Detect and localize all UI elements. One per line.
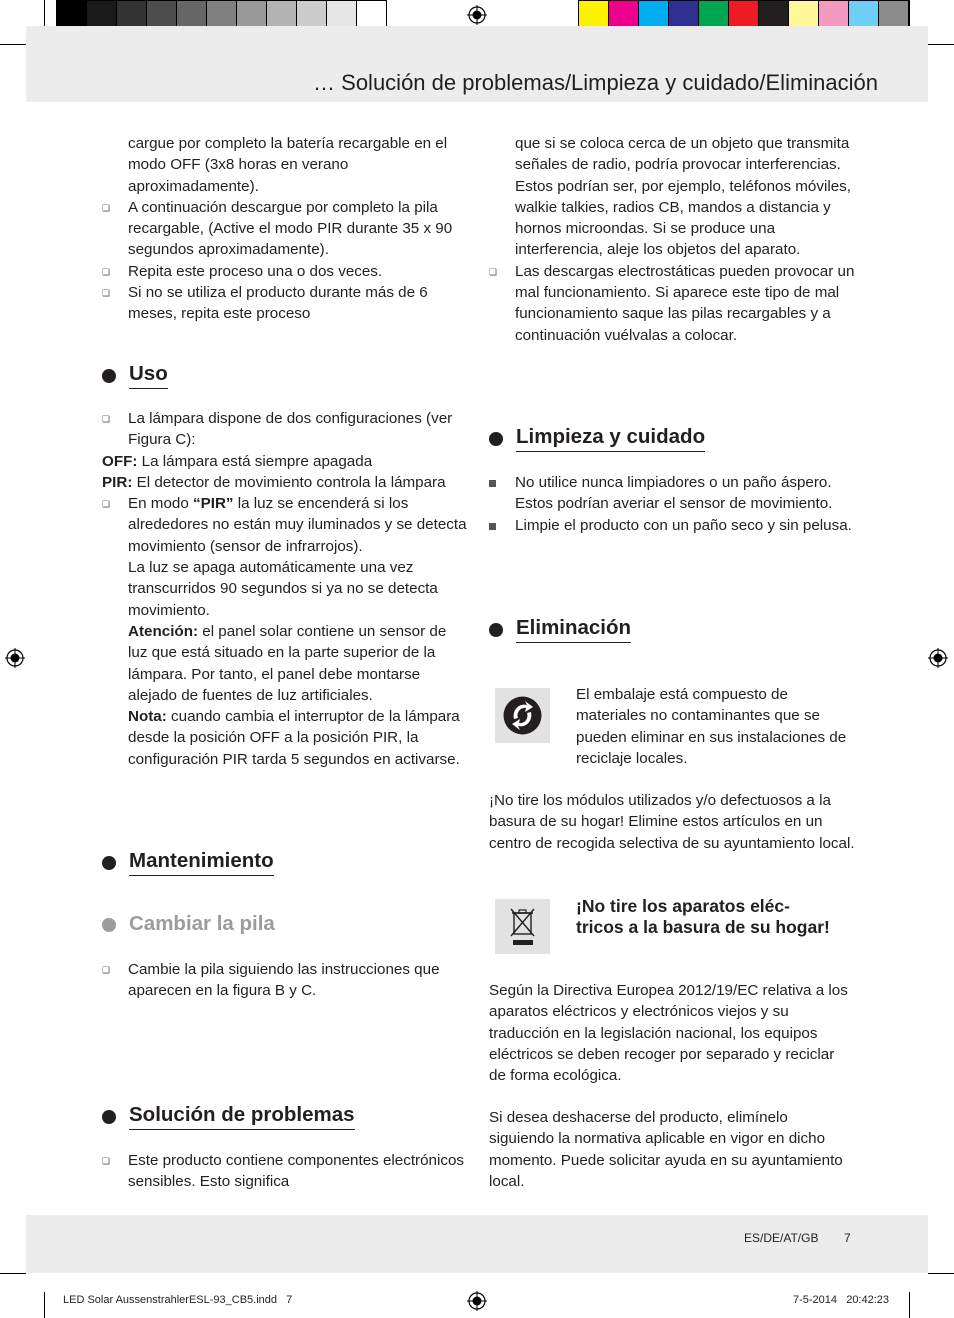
- list-item: ❏ La lámpara dispone de dos configuraciones (ver Figura C):: [102, 408, 468, 451]
- list-item: ❏ Las descargas electrostáticas pueden provocar un mal funcionamiento. Si aparece este tipo de mal funcionamiento saque las pilas recargables y a continuación vuélvalas a colocar.: [489, 261, 855, 346]
- bullet-dot-icon: [102, 1110, 116, 1124]
- page-number: 7: [844, 1231, 851, 1245]
- list-item: ❏ Repita este proceso una o dos veces.: [102, 261, 468, 282]
- solucion-section: [102, 1150, 468, 1193]
- list-item: Limpie el producto con un paño seco y sin pelusa.: [489, 515, 855, 536]
- registration-mark-icon: [467, 5, 487, 25]
- bullet-dot-icon: [102, 856, 116, 870]
- off-line: OFF: La lámpara está siempre apagada: [102, 452, 373, 470]
- crop-mark: [0, 44, 26, 45]
- crop-mark: [928, 1273, 954, 1274]
- list-item: ❏ Este producto contiene componentes electrónicos sensibles. Esto significa: [102, 1150, 468, 1193]
- print-datetime: 7-5-2014 20:42:23: [793, 1294, 890, 1306]
- atencion-paragraph: Atención: el panel solar contiene un sensor de luz que está situado en la parte superior de la lámpara. Por tanto, el panel debe montarse alejado de fuentes de luz artificiales.: [128, 622, 447, 704]
- bullet-dot-icon: [489, 623, 503, 637]
- limpieza-section: [489, 472, 855, 536]
- crop-mark: [44, 0, 45, 26]
- crop-mark: [909, 0, 910, 26]
- bullet-dot-icon: [489, 432, 503, 446]
- list-item: ❏ Cambie la pila siguiendo las instrucciones que aparecen en la figura B y C.: [102, 959, 468, 1002]
- registration-mark-icon: [467, 1291, 487, 1311]
- list-item: ❏ Si no se utiliza el producto durante más de 6 meses, repita este proceso: [102, 282, 468, 325]
- aparatos-heading: ¡No tire los aparatos eléc-tricos a la basura de su hogar!: [576, 896, 830, 937]
- eliminacion-heading: Eliminación: [489, 616, 631, 643]
- bullet-dot-icon: [102, 369, 116, 383]
- cambiar-section: [102, 959, 468, 1002]
- deshacerse-text: Si desea deshacerse del producto, elimínelo siguiendo la normativa aplicable en vigor en dicho momento. Puede solicitar ayuda en su ayuntamiento local.: [489, 1109, 843, 1190]
- modulos-text: ¡No tire los módulos utilizados y/o defectuosos a la basura de su hogar! Elimine estos artículos en un centro de recogida selectiva de su ayuntamiento local.: [489, 792, 855, 852]
- continued-text: que si se coloca cerca de un objeto que transmita señales de radio, podría provocar interferencias. Estos podrían ser, por ejemplo, teléfonos móviles, walkie talkies, radios CB, mandos a distancia y hornos microondas. Si se produce una interferencia, aleje los objetos del aparato.: [515, 135, 851, 259]
- bullet-dot-icon: [102, 918, 116, 932]
- nota-paragraph: Nota: cuando cambia el interruptor de la lámpara desde la posición OFF a la posición PIR, la configuración PIR tarda 5 segundos en activarse.: [128, 708, 460, 768]
- modo-paragraph: La luz se apaga automáticamente una vez transcurridos 90 segundos si ya no se detecta movimiento.: [128, 559, 438, 619]
- crop-mark: [44, 1292, 45, 1318]
- uso-heading: Uso: [102, 362, 168, 389]
- page-title: … Solución de problemas/Limpieza y cuidado/Eliminación: [313, 70, 878, 95]
- registration-mark-icon: [928, 648, 948, 668]
- solucion-heading: Solución de problemas: [102, 1103, 355, 1130]
- registration-mark-icon: [5, 648, 25, 668]
- limpieza-heading: Limpieza y cuidado: [489, 425, 705, 452]
- file-name: LED Solar AussenstrahlerESL-93_CB5.indd 7: [63, 1294, 293, 1306]
- mantenimiento-heading: Mantenimiento: [102, 849, 274, 876]
- green-dot-recycling-icon: [495, 688, 550, 743]
- cambiar-pila-heading: Cambiar la pila: [102, 912, 275, 938]
- uso-section: [102, 408, 468, 770]
- pir-line: PIR: El detector de movimiento controla la lámpara: [102, 473, 446, 491]
- crop-mark: [909, 1292, 910, 1318]
- intro-continued-text: cargue por completo la batería recargable en el modo OFF (3x8 horas en verano aproximadamente).: [128, 135, 448, 195]
- list-item: ❏ En modo “PIR” la luz se encenderá si los alrededores no están muy iluminados y se detecta movimiento (sensor de infrarrojos).: [102, 493, 468, 557]
- right-top-section: [489, 133, 855, 346]
- list-item: ❏ A continuación descargue por completo la pila recargable, (Active el modo PIR durante 35 x 90 segundos aproximadamente).: [102, 197, 468, 261]
- directiva-text: Según la Directiva Europea 2012/19/EC relativa a los aparatos eléctricos y electrónicos viejos y su traducción en la legislación nacional, los equipos eléctricos se deben recoger por separado y reciclar de forma ecológica.: [489, 982, 848, 1085]
- language-codes: ES/DE/AT/GB: [744, 1231, 819, 1245]
- embalaje-text: El embalaje está compuesto de materiales no contaminantes que se pueden eliminar en sus instalaciones de reciclaje locales.: [576, 686, 847, 767]
- crop-mark: [928, 44, 954, 45]
- list-item: No utilice nunca limpiadores o un paño áspero. Estos podrían averiar el sensor de movimiento.: [489, 472, 855, 515]
- crossed-out-bin-icon: [495, 899, 550, 954]
- crop-mark: [0, 1273, 26, 1274]
- left-column: [102, 133, 468, 325]
